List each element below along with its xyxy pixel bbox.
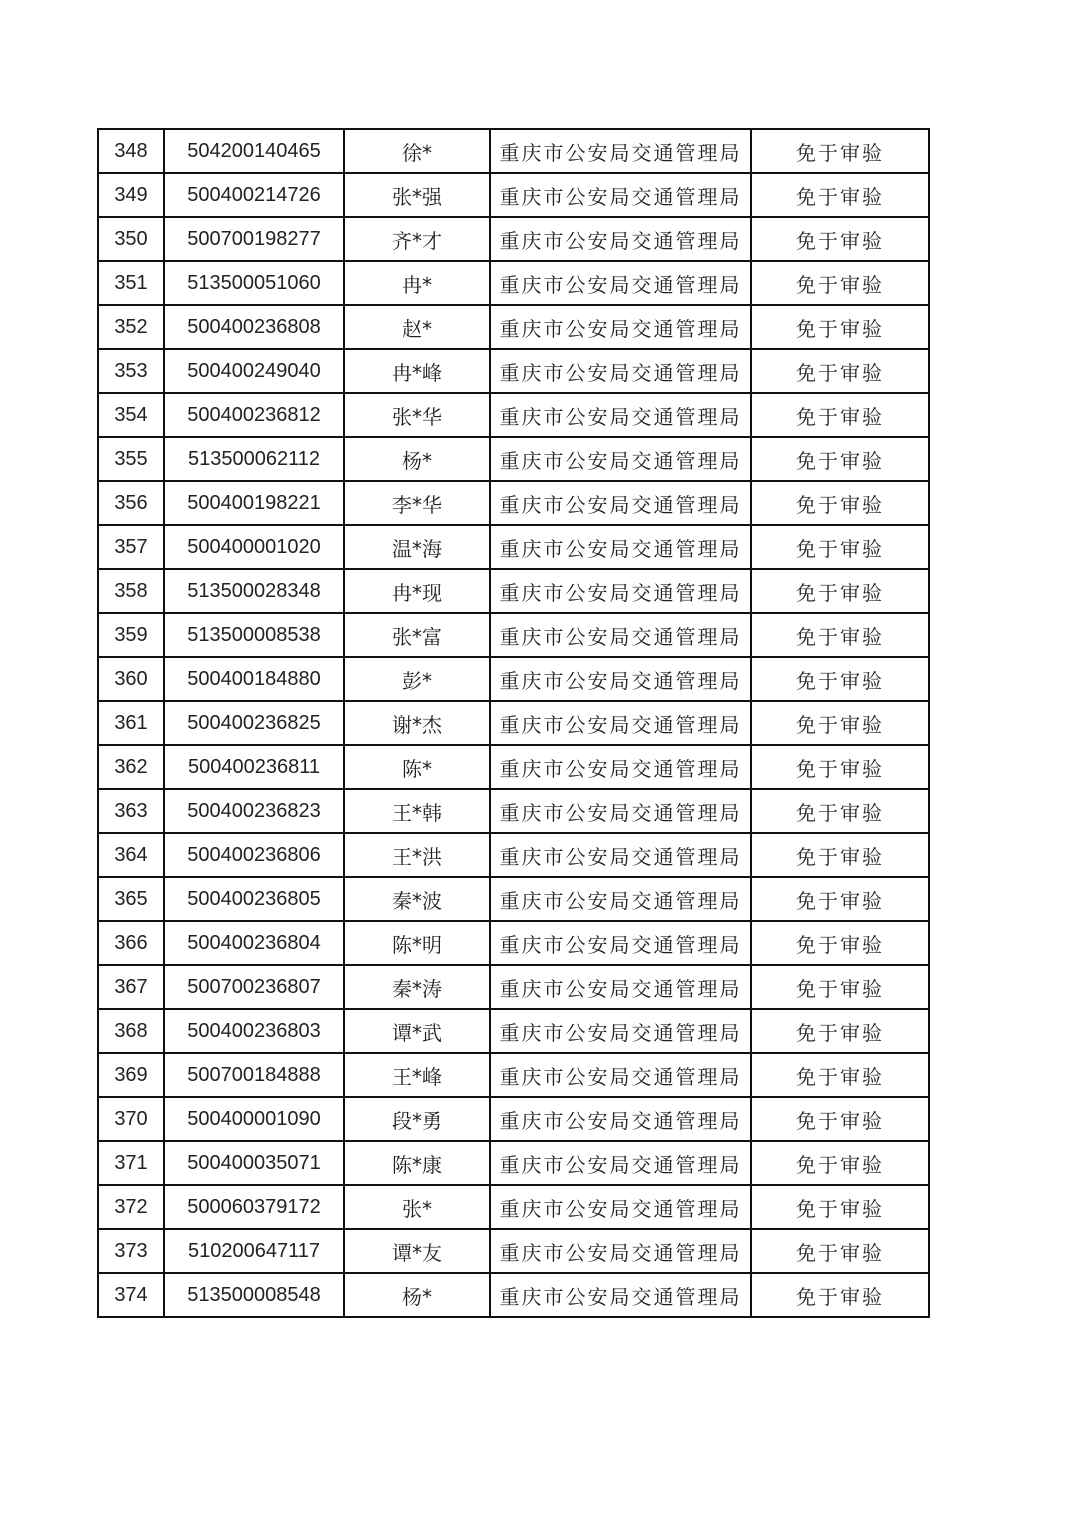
table-row <box>98 965 929 1009</box>
license-number-cell: 500400001090 <box>164 1097 344 1141</box>
review-status-cell: 免于审验 <box>751 261 929 305</box>
license-number-cell: 500400198221 <box>164 481 344 525</box>
license-number-cell: 500400236803 <box>164 1009 344 1053</box>
table-row <box>98 833 929 877</box>
table-row <box>98 349 929 393</box>
issuing-authority-cell: 重庆市公安局交通管理局 <box>490 833 751 877</box>
holder-name-cell: 徐* <box>344 129 490 173</box>
review-status-cell: 免于审验 <box>751 525 929 569</box>
issuing-authority-cell: 重庆市公安局交通管理局 <box>490 1009 751 1053</box>
row-number-cell: 360 <box>98 657 164 701</box>
license-number-cell: 500700198277 <box>164 217 344 261</box>
license-number-cell: 500400001020 <box>164 525 344 569</box>
issuing-authority-cell: 重庆市公安局交通管理局 <box>490 1273 751 1317</box>
issuing-authority-cell: 重庆市公安局交通管理局 <box>490 129 751 173</box>
table-row <box>98 217 929 261</box>
table-row <box>98 129 929 173</box>
row-number-cell: 348 <box>98 129 164 173</box>
issuing-authority-cell: 重庆市公安局交通管理局 <box>490 1229 751 1273</box>
license-number-cell: 510200647117 <box>164 1229 344 1273</box>
holder-name-cell: 李*华 <box>344 481 490 525</box>
row-number-cell: 365 <box>98 877 164 921</box>
row-number-cell: 366 <box>98 921 164 965</box>
issuing-authority-cell: 重庆市公安局交通管理局 <box>490 657 751 701</box>
review-status-cell: 免于审验 <box>751 129 929 173</box>
table-row <box>98 877 929 921</box>
holder-name-cell: 陈* <box>344 745 490 789</box>
holder-name-cell: 温*海 <box>344 525 490 569</box>
license-number-cell: 500400184880 <box>164 657 344 701</box>
holder-name-cell: 冉*现 <box>344 569 490 613</box>
table-row <box>98 1097 929 1141</box>
holder-name-cell: 谢*杰 <box>344 701 490 745</box>
row-number-cell: 351 <box>98 261 164 305</box>
license-number-cell: 500400236806 <box>164 833 344 877</box>
issuing-authority-cell: 重庆市公安局交通管理局 <box>490 569 751 613</box>
row-number-cell: 352 <box>98 305 164 349</box>
license-number-cell: 500400236825 <box>164 701 344 745</box>
issuing-authority-cell: 重庆市公安局交通管理局 <box>490 613 751 657</box>
review-status-cell: 免于审验 <box>751 1273 929 1317</box>
license-number-cell: 500400236823 <box>164 789 344 833</box>
review-status-cell: 免于审验 <box>751 1185 929 1229</box>
holder-name-cell: 秦*波 <box>344 877 490 921</box>
review-status-cell: 免于审验 <box>751 833 929 877</box>
license-number-cell: 500400236808 <box>164 305 344 349</box>
table-row <box>98 1009 929 1053</box>
row-number-cell: 350 <box>98 217 164 261</box>
license-number-cell: 500400236812 <box>164 393 344 437</box>
row-number-cell: 357 <box>98 525 164 569</box>
review-status-cell: 免于审验 <box>751 305 929 349</box>
review-status-cell: 免于审验 <box>751 657 929 701</box>
row-number-cell: 356 <box>98 481 164 525</box>
license-number-cell: 513500051060 <box>164 261 344 305</box>
issuing-authority-cell: 重庆市公安局交通管理局 <box>490 1097 751 1141</box>
row-number-cell: 373 <box>98 1229 164 1273</box>
row-number-cell: 359 <box>98 613 164 657</box>
license-review-table <box>97 128 930 1318</box>
issuing-authority-cell: 重庆市公安局交通管理局 <box>490 1141 751 1185</box>
row-number-cell: 368 <box>98 1009 164 1053</box>
license-number-cell: 500400236805 <box>164 877 344 921</box>
row-number-cell: 354 <box>98 393 164 437</box>
license-number-cell: 513500008538 <box>164 613 344 657</box>
row-number-cell: 363 <box>98 789 164 833</box>
holder-name-cell: 谭*友 <box>344 1229 490 1273</box>
license-number-cell: 504200140465 <box>164 129 344 173</box>
row-number-cell: 362 <box>98 745 164 789</box>
holder-name-cell: 陈*康 <box>344 1141 490 1185</box>
review-status-cell: 免于审验 <box>751 349 929 393</box>
review-status-cell: 免于审验 <box>751 789 929 833</box>
issuing-authority-cell: 重庆市公安局交通管理局 <box>490 1053 751 1097</box>
holder-name-cell: 王*峰 <box>344 1053 490 1097</box>
review-status-cell: 免于审验 <box>751 613 929 657</box>
table-row <box>98 657 929 701</box>
row-number-cell: 358 <box>98 569 164 613</box>
review-status-cell: 免于审验 <box>751 877 929 921</box>
review-status-cell: 免于审验 <box>751 745 929 789</box>
review-status-cell: 免于审验 <box>751 1229 929 1273</box>
license-number-cell: 500400035071 <box>164 1141 344 1185</box>
table-row <box>98 613 929 657</box>
row-number-cell: 349 <box>98 173 164 217</box>
review-status-cell: 免于审验 <box>751 173 929 217</box>
issuing-authority-cell: 重庆市公安局交通管理局 <box>490 437 751 481</box>
table-row <box>98 1273 929 1317</box>
review-status-cell: 免于审验 <box>751 569 929 613</box>
table-row <box>98 921 929 965</box>
holder-name-cell: 王*韩 <box>344 789 490 833</box>
license-number-cell: 513500008548 <box>164 1273 344 1317</box>
review-status-cell: 免于审验 <box>751 965 929 1009</box>
holder-name-cell: 彭* <box>344 657 490 701</box>
license-number-cell: 513500062112 <box>164 437 344 481</box>
issuing-authority-cell: 重庆市公安局交通管理局 <box>490 1185 751 1229</box>
holder-name-cell: 段*勇 <box>344 1097 490 1141</box>
license-number-cell: 500700184888 <box>164 1053 344 1097</box>
row-number-cell: 370 <box>98 1097 164 1141</box>
review-status-cell: 免于审验 <box>751 921 929 965</box>
holder-name-cell: 冉* <box>344 261 490 305</box>
holder-name-cell: 王*洪 <box>344 833 490 877</box>
issuing-authority-cell: 重庆市公安局交通管理局 <box>490 701 751 745</box>
holder-name-cell: 谭*武 <box>344 1009 490 1053</box>
issuing-authority-cell: 重庆市公安局交通管理局 <box>490 261 751 305</box>
holder-name-cell: 杨* <box>344 437 490 481</box>
holder-name-cell: 齐*才 <box>344 217 490 261</box>
table-row <box>98 525 929 569</box>
license-number-cell: 513500028348 <box>164 569 344 613</box>
review-status-cell: 免于审验 <box>751 1009 929 1053</box>
table-row <box>98 393 929 437</box>
row-number-cell: 361 <box>98 701 164 745</box>
table-row <box>98 1185 929 1229</box>
license-number-cell: 500400249040 <box>164 349 344 393</box>
row-number-cell: 355 <box>98 437 164 481</box>
table-row <box>98 261 929 305</box>
issuing-authority-cell: 重庆市公安局交通管理局 <box>490 217 751 261</box>
issuing-authority-cell: 重庆市公安局交通管理局 <box>490 877 751 921</box>
issuing-authority-cell: 重庆市公安局交通管理局 <box>490 745 751 789</box>
holder-name-cell: 张*富 <box>344 613 490 657</box>
holder-name-cell: 张*华 <box>344 393 490 437</box>
license-number-cell: 500400214726 <box>164 173 344 217</box>
review-status-cell: 免于审验 <box>751 481 929 525</box>
table-row <box>98 789 929 833</box>
issuing-authority-cell: 重庆市公安局交通管理局 <box>490 965 751 1009</box>
issuing-authority-cell: 重庆市公安局交通管理局 <box>490 305 751 349</box>
review-status-cell: 免于审验 <box>751 437 929 481</box>
row-number-cell: 364 <box>98 833 164 877</box>
review-status-cell: 免于审验 <box>751 393 929 437</box>
table-row <box>98 701 929 745</box>
holder-name-cell: 张* <box>344 1185 490 1229</box>
review-status-cell: 免于审验 <box>751 1053 929 1097</box>
row-number-cell: 374 <box>98 1273 164 1317</box>
table-body <box>98 129 929 1317</box>
license-number-cell: 500400236811 <box>164 745 344 789</box>
holder-name-cell: 陈*明 <box>344 921 490 965</box>
table-row <box>98 305 929 349</box>
review-status-cell: 免于审验 <box>751 217 929 261</box>
license-number-cell: 500060379172 <box>164 1185 344 1229</box>
table-row <box>98 173 929 217</box>
license-number-cell: 500400236804 <box>164 921 344 965</box>
issuing-authority-cell: 重庆市公安局交通管理局 <box>490 349 751 393</box>
issuing-authority-cell: 重庆市公安局交通管理局 <box>490 481 751 525</box>
license-number-cell: 500700236807 <box>164 965 344 1009</box>
row-number-cell: 367 <box>98 965 164 1009</box>
issuing-authority-cell: 重庆市公安局交通管理局 <box>490 789 751 833</box>
row-number-cell: 353 <box>98 349 164 393</box>
table-row <box>98 569 929 613</box>
table-row <box>98 1053 929 1097</box>
holder-name-cell: 冉*峰 <box>344 349 490 393</box>
table-row <box>98 745 929 789</box>
issuing-authority-cell: 重庆市公安局交通管理局 <box>490 921 751 965</box>
holder-name-cell: 杨* <box>344 1273 490 1317</box>
holder-name-cell: 赵* <box>344 305 490 349</box>
row-number-cell: 371 <box>98 1141 164 1185</box>
review-status-cell: 免于审验 <box>751 1141 929 1185</box>
table-row <box>98 481 929 525</box>
table-row <box>98 1141 929 1185</box>
row-number-cell: 369 <box>98 1053 164 1097</box>
issuing-authority-cell: 重庆市公安局交通管理局 <box>490 393 751 437</box>
table-row <box>98 437 929 481</box>
review-status-cell: 免于审验 <box>751 701 929 745</box>
holder-name-cell: 秦*涛 <box>344 965 490 1009</box>
issuing-authority-cell: 重庆市公安局交通管理局 <box>490 525 751 569</box>
table-row <box>98 1229 929 1273</box>
review-status-cell: 免于审验 <box>751 1097 929 1141</box>
row-number-cell: 372 <box>98 1185 164 1229</box>
holder-name-cell: 张*强 <box>344 173 490 217</box>
issuing-authority-cell: 重庆市公安局交通管理局 <box>490 173 751 217</box>
